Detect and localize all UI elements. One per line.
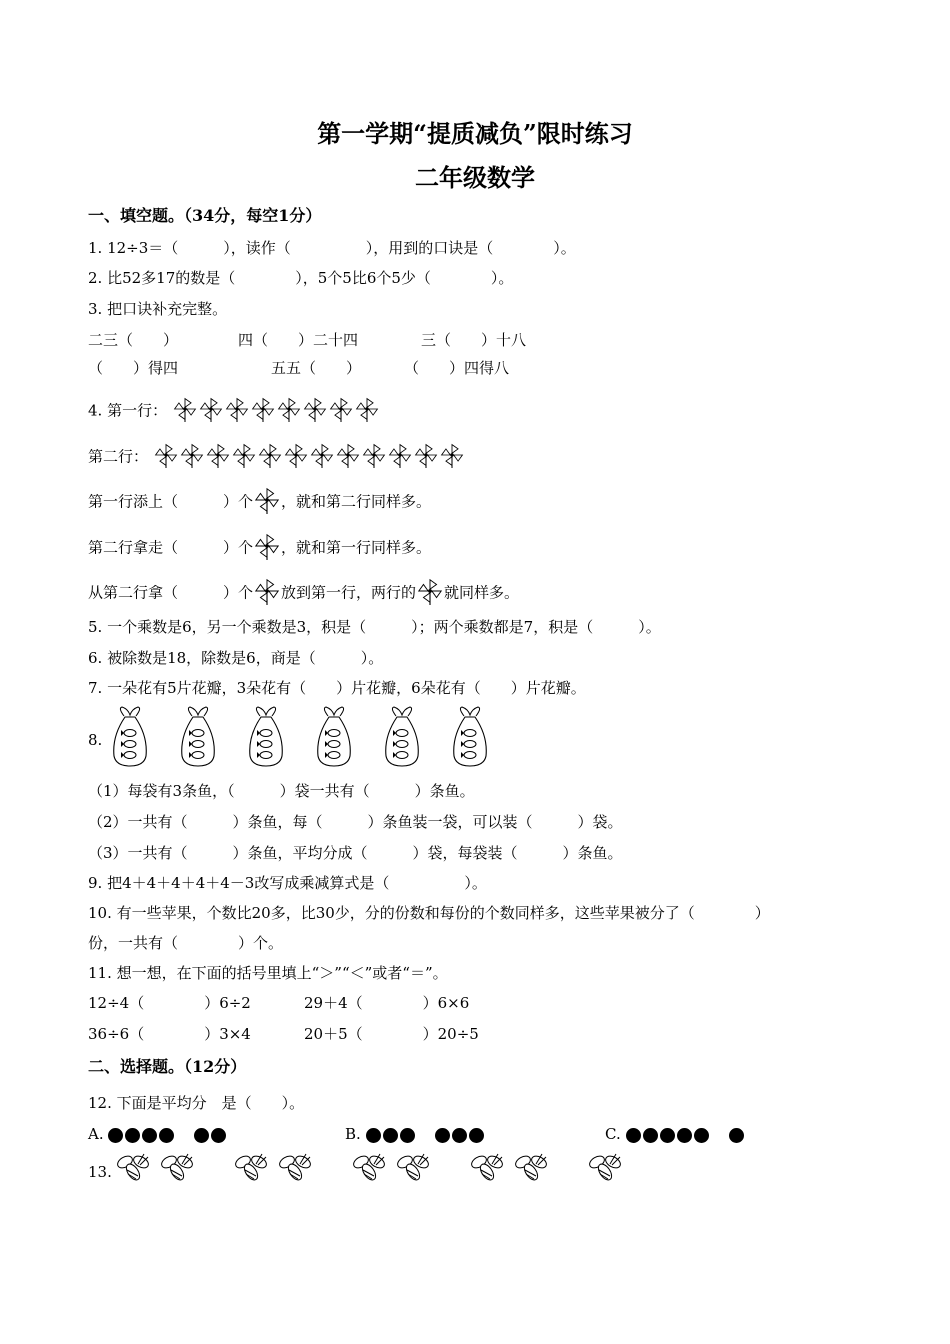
dot-icon <box>660 1128 675 1143</box>
q4-row1-label: 4. 第一行： <box>88 401 168 420</box>
q4-sub-c <box>88 577 519 610</box>
question-8-3: （3）一共有（ ）条鱼，平均分成（ ）袋，每袋装（ ）条鱼。 <box>88 844 623 862</box>
question-10-line2: 份，一共有（ ）个。 <box>88 934 284 952</box>
fish-bag-icon <box>314 706 354 772</box>
bug-icon <box>350 1150 388 1192</box>
pinwheel-icon <box>439 442 465 473</box>
dot-icon <box>194 1128 209 1143</box>
dot-icon <box>159 1128 174 1143</box>
dot-icon <box>677 1128 692 1143</box>
option-b-label: B. <box>345 1125 361 1143</box>
q4-sub-a <box>88 486 431 519</box>
dot-icon <box>366 1128 381 1143</box>
q11-item-2: 29＋4（ ）6×6 <box>304 994 470 1012</box>
question-1: 1. 12÷3＝（ ），读作（ ），用到的口诀是（ ）。 <box>88 239 576 257</box>
dot-icon <box>108 1128 123 1143</box>
pinwheel-icon <box>153 442 179 473</box>
q4-a-text: 第一行添上（ ）个 <box>88 492 254 511</box>
pinwheel-icon <box>253 577 281 610</box>
question-4-row2 <box>88 442 465 473</box>
fish-bag-icon <box>110 706 150 772</box>
fish-bag-icon <box>246 706 286 772</box>
pinwheel-icon <box>416 577 444 610</box>
fish-bag-row <box>110 706 510 770</box>
pinwheel-icon <box>198 396 224 427</box>
dot-icon <box>643 1128 658 1143</box>
q4-c-text-mid: 放到第一行，两行的 <box>281 583 417 602</box>
question-5: 5. 一个乘数是6，另一个乘数是3，积是（ ）；两个乘数都是7，积是（ ）。 <box>88 618 661 636</box>
q3-item-5: 五五（ ） <box>271 359 362 377</box>
fish-bag-icon <box>382 706 422 772</box>
q3-item-1: 二三（ ） <box>88 331 179 349</box>
option-a-label: A. <box>88 1125 104 1143</box>
section-fill-in-heading: 一、填空题。（34分，每空1分） <box>88 206 322 225</box>
bug-icon <box>158 1150 196 1192</box>
question-8-2: （2）一共有（ ）条鱼，每（ ）条鱼装一袋，可以装（ ）袋。 <box>88 813 623 831</box>
pinwheel-icon <box>309 442 335 473</box>
q4-b-text: 第二行拿走（ ）个 <box>88 538 254 557</box>
pinwheel-icon <box>172 396 198 427</box>
dot-icon <box>694 1128 709 1143</box>
dot-icon <box>469 1128 484 1143</box>
bug-row <box>114 1150 654 1190</box>
question-9: 9. 把4＋4＋4＋4＋4－3改写成乘减算式是（ ）。 <box>88 874 487 892</box>
dot-icon <box>435 1128 450 1143</box>
pinwheel-icon <box>253 486 281 519</box>
q12-option-c[interactable] <box>605 1124 744 1144</box>
dot-icon <box>383 1128 398 1143</box>
q4-row2-label: 第二行： <box>88 447 149 466</box>
worksheet-title: 第一学期“提质减负”限时练习 <box>317 119 633 148</box>
bug-icon <box>512 1150 550 1192</box>
question-11: 11. 想一想，在下面的括号里填上“＞”“＜”或者“＝”。 <box>88 964 448 982</box>
q11-item-3: 36÷6（ ）3×4 <box>88 1025 251 1043</box>
question-7: 7. 一朵花有5片花瓣，3朵花有（ ）片花瓣，6朵花有（ ）片花瓣。 <box>88 679 586 697</box>
pinwheel-icon <box>328 396 354 427</box>
pinwheel-row-2 <box>153 442 465 473</box>
fish-bag-icon <box>178 706 218 772</box>
q4-b-text-end: ，就和第一行同样多。 <box>281 538 432 557</box>
q11-item-1: 12÷4（ ）6÷2 <box>88 994 251 1012</box>
dot-icon <box>125 1128 140 1143</box>
pinwheel-icon <box>302 396 328 427</box>
option-a-dots <box>108 1128 226 1143</box>
pinwheel-icon <box>387 442 413 473</box>
pinwheel-icon <box>179 442 205 473</box>
q13-label: 13. <box>88 1163 112 1181</box>
pinwheel-icon <box>257 442 283 473</box>
q3-item-2: 四（ ）二十四 <box>238 331 359 349</box>
pinwheel-icon <box>205 442 231 473</box>
dot-icon <box>452 1128 467 1143</box>
bug-icon <box>232 1150 270 1192</box>
q3-item-3: 三（ ）十八 <box>421 331 527 349</box>
question-3: 3. 把口诀补充完整。 <box>88 300 228 318</box>
question-6: 6. 被除数是18，除数是6，商是（ ）。 <box>88 649 384 667</box>
q3-item-4: （ ）得四 <box>88 359 179 377</box>
pinwheel-icon <box>335 442 361 473</box>
pinwheel-icon <box>354 396 380 427</box>
q12-option-a[interactable] <box>88 1124 226 1144</box>
q4-c-text-end: 就同样多。 <box>444 583 520 602</box>
q11-item-4: 20＋5（ ）20÷5 <box>304 1025 479 1043</box>
question-12: 12. 下面是平均分 是（ ）。 <box>88 1094 305 1112</box>
pinwheel-row-1 <box>172 396 380 427</box>
option-b-dots <box>366 1128 484 1143</box>
pinwheel-icon <box>276 396 302 427</box>
q4-sub-b <box>88 532 431 565</box>
question-8-1: （1）每袋有3条鱼，（ ）袋一共有（ ）条鱼。 <box>88 782 475 800</box>
dot-icon <box>142 1128 157 1143</box>
fish-bag-icon <box>450 706 490 772</box>
bug-icon <box>394 1150 432 1192</box>
pinwheel-icon <box>250 396 276 427</box>
section-choice-heading: 二、选择题。（12分） <box>88 1057 247 1076</box>
pinwheel-icon <box>231 442 257 473</box>
q8-label: 8. <box>88 731 103 749</box>
question-4-row1 <box>88 396 380 427</box>
dot-icon <box>400 1128 415 1143</box>
q4-c-text: 从第二行拿（ ）个 <box>88 583 254 602</box>
bug-icon <box>586 1150 624 1192</box>
bug-icon <box>276 1150 314 1192</box>
dot-icon <box>729 1128 744 1143</box>
option-c-dots <box>626 1128 744 1143</box>
worksheet-subtitle: 二年级数学 <box>415 163 535 192</box>
dot-icon <box>211 1128 226 1143</box>
pinwheel-icon <box>253 532 281 565</box>
question-2: 2. 比52多17的数是（ ），5个5比6个5少（ ）。 <box>88 269 514 287</box>
dot-icon <box>626 1128 641 1143</box>
bug-icon <box>468 1150 506 1192</box>
pinwheel-icon <box>224 396 250 427</box>
pinwheel-icon <box>361 442 387 473</box>
question-10-line1: 10. 有一些苹果，个数比20多，比30少，分的份数和每份的个数同样多，这些苹果被分了（ ） <box>88 904 770 922</box>
q4-a-text-end: ，就和第二行同样多。 <box>281 492 432 511</box>
option-c-label: C. <box>605 1125 621 1143</box>
bug-icon <box>114 1150 152 1192</box>
pinwheel-icon <box>413 442 439 473</box>
pinwheel-icon <box>283 442 309 473</box>
q12-option-b[interactable] <box>345 1124 484 1144</box>
q3-item-6: （ ）四得八 <box>404 359 510 377</box>
